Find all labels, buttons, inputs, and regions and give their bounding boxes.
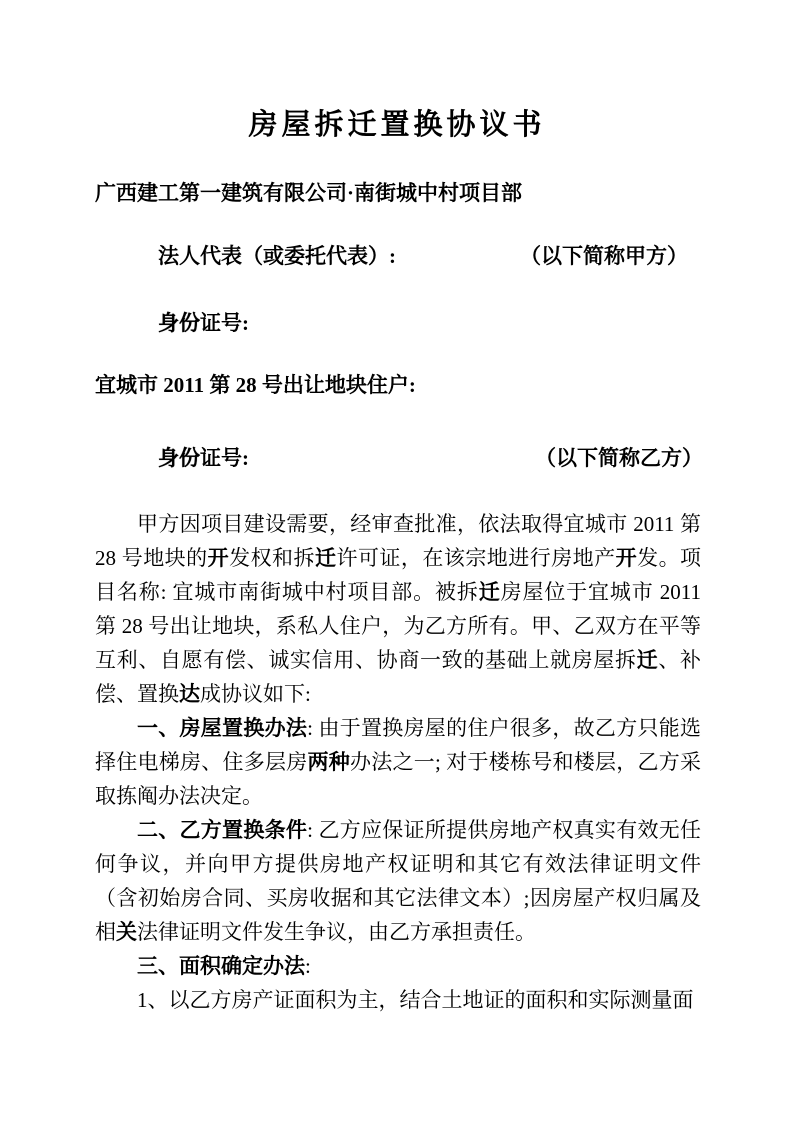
bold-run: 两种 — [307, 750, 350, 774]
text-run: : 乙方应保证所提供房地产权真实有效无任何争议，并向甲方提供房地产权证明和其它有效法律证明文件（含初始房合同、买房收据和其它法律文本）;因房屋产权归属及相 — [95, 818, 701, 944]
bold-run: 关 — [116, 920, 137, 944]
household-label: 宜城市 2011 第 28 号出让地块住户: — [95, 373, 416, 397]
bold-run: 迁 — [636, 648, 659, 672]
company-line — [0, 176, 794, 210]
bold-run: 开 — [207, 546, 230, 570]
household-line — [0, 368, 794, 402]
id-label-bold-part: 身份 — [158, 446, 200, 470]
body-paragraph — [95, 983, 701, 1017]
id-label-bold-part: 身份 — [158, 311, 200, 335]
id-line-party-b — [0, 441, 794, 475]
id-label-rest-part: 证号: — [200, 446, 249, 470]
bold-run: 三、面积确定办法 — [137, 954, 305, 978]
agreement-body — [95, 507, 701, 1017]
party-a-note: （以下简称甲方） — [520, 244, 688, 268]
body-paragraph — [95, 507, 701, 711]
text-run: 房屋位于宜城市 2011 第 28 号出让地块，系私人住户，为乙方所有。甲、乙双方在平等互利、自愿有偿、诚实信用、协商一致的基础上就房屋拆 — [95, 580, 701, 672]
document-title: 房屋拆迁置换协议书 — [248, 109, 546, 141]
id-label-rest-part: 证号: — [200, 311, 249, 335]
body-paragraph — [95, 711, 701, 813]
text-run: 甲方因项目建设需要，经审查批准，依法取得宜城市 2011 第 28 号地块的 — [95, 512, 701, 570]
bold-run: 二、乙方置换条件 — [137, 818, 308, 842]
text-run: : — [305, 954, 311, 978]
company-name: 广西建工第一建筑有限公司·南街城中村项目部 — [95, 181, 523, 205]
body-paragraph — [95, 813, 701, 949]
text-run: 办法之一; 对于楼栋号和楼层，乙方采取拣阄办法决定。 — [95, 750, 701, 808]
text-run: 、补偿、置换 — [95, 648, 702, 706]
text-run: 许可证，在该宗地进行房地产 — [336, 546, 616, 570]
bold-run: 一、房屋置换办法 — [137, 716, 308, 740]
bold-run: 达 — [179, 682, 200, 706]
bold-run: 开 — [615, 546, 638, 570]
bold-run: 迁 — [478, 580, 501, 604]
body-paragraph — [95, 949, 701, 983]
text-run: 法律证明文件发生争议，由乙方承担责任。 — [137, 920, 536, 944]
text-run: : 由于置换房屋的住户很多，故乙方只能选择住电梯房、住多层房 — [95, 716, 701, 774]
bold-run: 迁 — [315, 546, 337, 570]
id-line-party-a — [0, 306, 794, 340]
legal-rep-label: 法人代表（或委托代表）: — [158, 244, 396, 268]
id-label — [158, 441, 249, 475]
text-run: 发。项目名称: 宜城市南街城中村项目部。被拆 — [95, 546, 702, 604]
text-run: 1、以乙方房产证面积为主，结合土地证的面积和实际测量面 — [137, 988, 694, 1012]
party-b-note: （以下简称乙方） — [535, 446, 703, 470]
legal-rep-line — [0, 239, 794, 273]
id-label — [158, 306, 249, 340]
text-run: 成协议如下: — [200, 682, 311, 706]
text-run: 发权和拆 — [229, 546, 315, 570]
